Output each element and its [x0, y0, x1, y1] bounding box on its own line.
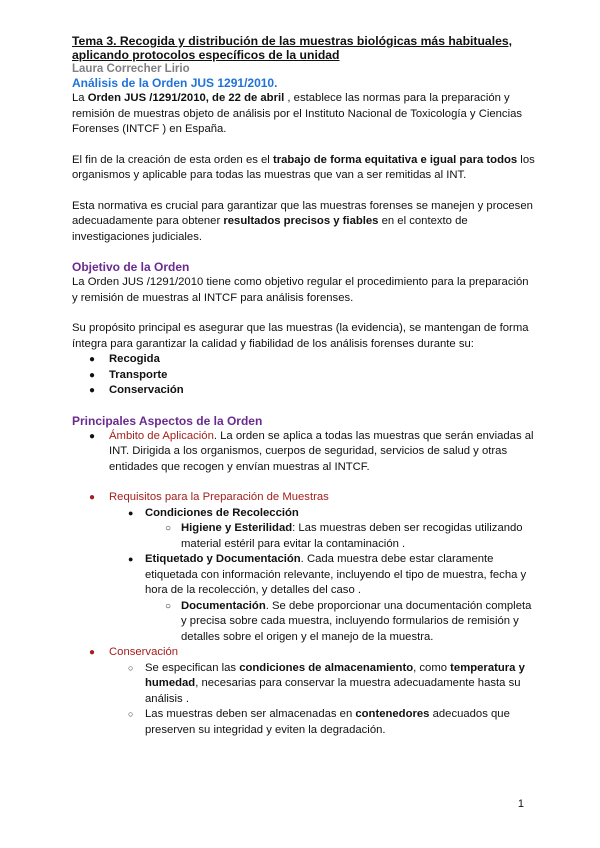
- document-title: Tema 3. Recogida y distribución de las muestras biológicas más habituales, aplicando protocolos específicos de la unidad: [72, 34, 513, 62]
- bullet-icon: ●: [128, 507, 134, 518]
- bold-run: condiciones de almacenamiento: [239, 661, 414, 674]
- bold-run: Orden JUS /1291/2010, de 22 de abril: [87, 92, 285, 104]
- list-item-label: Transporte: [109, 368, 168, 381]
- bullet-icon: ●: [89, 492, 96, 503]
- list-item: [72, 383, 537, 399]
- bold-run: trabajo de forma equitativa e igual para todos: [272, 153, 518, 166]
- conservacion-label: Conservación: [109, 646, 179, 658]
- higiene-text: : Las muestras deben ser recogidas utilizando material estéril para evitar la contaminación .: [181, 522, 523, 550]
- bullet-icon: ●: [128, 554, 134, 564]
- section-heading-aspectos: Principales Aspectos de la Orden: [72, 413, 263, 428]
- text-run: en el contexto de investigaciones judiciales.: [72, 215, 468, 243]
- list-item-documentacion: [72, 599, 537, 646]
- etiquetado-text: . Cada muestra debe estar claramente etiquetada con información relevante, incluyendo el tipo de muestra, fecha y hora de la recolección, y detalles del caso .: [145, 553, 527, 596]
- condiciones-label: Condiciones de Recolección: [145, 506, 299, 519]
- list-item-higiene: [72, 521, 537, 552]
- text-run: Esta normativa es crucial para garantizar que las muestras forenses se manejen y procesen adecuadamente para obtener: [72, 199, 533, 227]
- bullet-icon: ●: [89, 354, 96, 365]
- circle-bullet-icon: ○: [165, 600, 172, 612]
- list-item-label: Recogida: [109, 353, 160, 365]
- text-run: El fin de la creación de esta orden es el: [72, 153, 273, 166]
- page-number: 1: [517, 798, 524, 810]
- list-item-requisitos: [72, 490, 537, 506]
- list-requisitos: [72, 490, 537, 738]
- list-etapas: [72, 352, 537, 399]
- paragraph-orden: [72, 91, 537, 138]
- text-run: , como: [413, 661, 451, 674]
- list-item: [72, 352, 537, 368]
- list-item-almacenamiento: [72, 661, 537, 708]
- ambito-text: . La orden se aplica a todas las muestras que serán enviadas al INT. Dirigida a los organismos, cuerpos de seguridad, servicios de salud y otras entidades que recogen y envían muestras al INTCF.: [109, 429, 534, 473]
- section-heading-objetivo: Objetivo de la Orden: [72, 260, 190, 274]
- requisitos-label: Requisitos para la Preparación de Muestras: [109, 491, 329, 503]
- text-run: , necesarias para conservar la muestra adecuadamente hasta su análisis .: [145, 677, 521, 705]
- list-item: [72, 368, 537, 384]
- document-page: [72, 35, 537, 738]
- text-run: La: [72, 92, 88, 104]
- paragraph-normativa: [72, 199, 537, 246]
- bullet-icon: ●: [89, 430, 96, 442]
- list-item-condiciones: [72, 506, 537, 522]
- list-aspectos: [72, 429, 537, 476]
- text-run: adecuados que preserven su integridad y eviten la degradación.: [145, 708, 510, 736]
- paragraph-objetivo: La Orden JUS /1291/2010 tiene como objetivo regular el procedimiento para la preparación y remisión de muestras al INTCF para análisis forenses.: [72, 276, 529, 304]
- list-item-contenedores: [72, 707, 537, 738]
- author-name: Laura Correcher Lirio: [72, 63, 190, 75]
- paragraph-proposito: Su propósito principal es asegurar que las muestras (la evidencia), se mantengan de forma íntegra para garantizar la calidad y fiabilidad de los análisis forenses durante su:: [72, 322, 529, 350]
- list-item-conservacion: [72, 645, 537, 661]
- ambito-label: Ámbito de Aplicación: [109, 429, 214, 442]
- documentacion-text: . Se debe proporcionar una documentación completa y precisa sobre cada muestra, incluyendo formularios de remisión y detalles sobre el origen y el manejo de la muestra.: [181, 599, 532, 643]
- etiquetado-label: Etiquetado y Documentación: [145, 553, 301, 565]
- circle-bullet-icon: ○: [165, 523, 172, 534]
- text-run: , establece las normas para la preparación y remisión de muestras objeto de análisis por el Instituto Nacional de Toxicología y Ciencias Forenses (INTCF ) en España.: [72, 92, 523, 135]
- text-run: Se especifican las: [145, 661, 240, 674]
- paragraph-fin: [72, 153, 537, 184]
- list-item-label: Conservación: [109, 384, 184, 396]
- bold-run: contenedores: [355, 708, 430, 720]
- documentacion-label: Documentación: [181, 599, 266, 612]
- bold-run: resultados precisos y fiables: [223, 215, 379, 227]
- list-item-etiquetado: [72, 552, 537, 599]
- section-heading-analisis: Análisis de la Orden JUS 1291/2010.: [72, 76, 278, 90]
- bullet-icon: ●: [89, 369, 96, 381]
- text-run: los organismos y aplicable para todas las muestras que van a ser remitidas al INT.: [72, 153, 535, 181]
- circle-bullet-icon: ○: [128, 709, 134, 719]
- bold-run: temperatura y humedad: [145, 661, 525, 689]
- text-run: Las muestras deben ser almacenadas en: [145, 708, 356, 720]
- bullet-icon: ●: [89, 647, 96, 658]
- higiene-label: Higiene y Esterilidad: [181, 522, 293, 534]
- circle-bullet-icon: ○: [128, 662, 134, 673]
- bullet-icon: ●: [89, 385, 96, 396]
- list-item-ambito: [72, 429, 537, 476]
